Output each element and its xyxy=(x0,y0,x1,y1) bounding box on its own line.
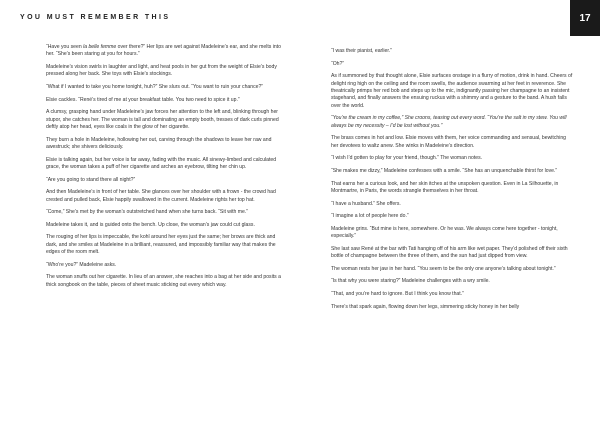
paragraph: “Oh?” xyxy=(331,60,345,67)
paragraph: “Have you seen la belle femme over there?” Her lips are wet against Madeleine’s ear, and she melts into her. “She’s been staring at you for hours.” xyxy=(46,44,281,58)
paragraph: She last saw René at the bar with Tati hanging off of his arm like wet paper. They’d polished off their sixth bottle of champagne between the three of them, and the sun had just dipped from view. xyxy=(331,245,568,260)
paragraph: They burn a hole in Madeleine, hollowing her out, carving through the shadows to leave her raw and awestruck; she shivers deliciously. xyxy=(46,136,272,150)
paragraph: “Is that why you were staring?” Madeleine challenges with a wry smile. xyxy=(331,278,490,285)
paragraph: Madeleine’s vision swirls in laughter and light, and heat pools in her gut from the weight of Elsie’s body pressed along her back. She toys with Elsie’s stockings. xyxy=(46,64,277,78)
paragraph: “That, and you’re hard to ignore. But I think you know that.” xyxy=(331,290,464,297)
running-title: YOU MUST REMEMBER THIS xyxy=(20,14,171,21)
paragraph: “Are you going to stand there all night?” xyxy=(46,176,136,183)
paragraph: “Who’re you?” Madeleine asks. xyxy=(46,261,117,268)
paragraph: “I was their pianist, earlier.” xyxy=(331,48,392,54)
paragraph: “You’re the cream in my coffee,” She croons, teasing out every word. “You’re the salt in my stew. You will always be my necessity – I’d be lost without you.” xyxy=(331,115,567,129)
paragraph: Elsie cackles. “René’s tired of me at your breakfast table. You two need to spice it up.” xyxy=(46,96,240,103)
paragraph: Madeleine takes it, and is guided onto the bench. Up close, the woman’s jaw could cut glass. xyxy=(46,221,255,228)
paragraph: Madeleine grins. “But mine is here, somewhere. Or he was. We always come here together - tonight, especially.” xyxy=(331,225,558,240)
paragraph: And then Madeleine’s in front of her table. She glances over her shoulder with a frown - the crowd had crested and pulled back, Elsie happily swallowed in the current. Madeleine rights her top hat. xyxy=(46,189,276,203)
paragraph: The woman snuffs out her cigarette. In lieu of an answer, she reaches into a bag at her side and posits a thick songbook on the table, pieces of sheet music sticking out every which way. xyxy=(46,274,281,288)
paragraph: The rouging of her lips is impeccable, the kohl around her eyes just the same; her brows are thick and dark, and she smiles at Madeleine in a brilliant, reassured, and impossibly familiar way that makes the edges of the room melt. xyxy=(46,234,276,256)
paragraph: “I imagine a lot of people here do.” xyxy=(331,213,409,220)
page-number: 17 xyxy=(570,0,600,36)
paragraph: “Come,” She’s met by the woman’s outstretched hand when she turns back. “Sit with me.” xyxy=(46,209,248,216)
left-column xyxy=(46,44,286,294)
right-column xyxy=(331,44,574,316)
paragraph: The brass comes in hot and low. Elsie moves with them, her voice commanding and sensual, bewitching her devotees to waltz anew. She winks in Madeleine’s direction. xyxy=(331,135,566,149)
paragraph: “She makes me dizzy,” Madeleine confesses with a smile. “She has an unquenchable thirst for love.” xyxy=(331,168,558,174)
paragraph: That earns her a curious look, and her skin itches at the unspoken question. Even in La Silhouette, in Montmartre, in Paris, the words strangle themselves in her throat. xyxy=(331,180,559,194)
paragraph: “I wish I’d gotten to play for your friend, though.” The woman notes. xyxy=(331,155,483,162)
paragraph: Elsie is talking again, but her voice is far away, fading with the music. All sinewy-limbed and calculated grace, the woman takes a puff of her cigarette and arches an eyebrow, tilting her chin up. xyxy=(46,156,277,170)
paragraph: The woman rests her jaw in her hand. “You seem to be the only one anyone’s talking about tonight.” xyxy=(331,265,556,272)
paragraph: “I have a husband.” She offers. xyxy=(331,200,401,207)
paragraph: “What if I wanted to take you home tonight, huh?” She slurs out. “You want to ruin your chance?” xyxy=(46,84,263,90)
page-header xyxy=(0,0,600,36)
paragraph: As if summoned by that thought alone, Elsie surfaces onstage in a flurry of motion, drink in hand. Cheers of delight ring high on the ceiling and the room swells, the audience swarming at her feet in reverence. She theatrically primps her red bob and steps up to the mic, indignantly passing her champagne to an insistent stagehand, and finally answers the ensuing ruckus with a shimmy and a gesture to the band. A hush falls over the world. xyxy=(331,73,573,109)
paragraph: A clumsy, grasping hand under Madeleine’s jaw forces her attention to the left and, blinking through her stupor, she catches her. The woman is tall and dominating an empty booth, tresses of dark curls pinned deftly atop her head, eyes like coals in the glow of her cigarette. xyxy=(46,109,279,130)
paragraph: There’s that spark again, flowing down her legs, simmering sticky honey in her belly xyxy=(331,303,520,310)
